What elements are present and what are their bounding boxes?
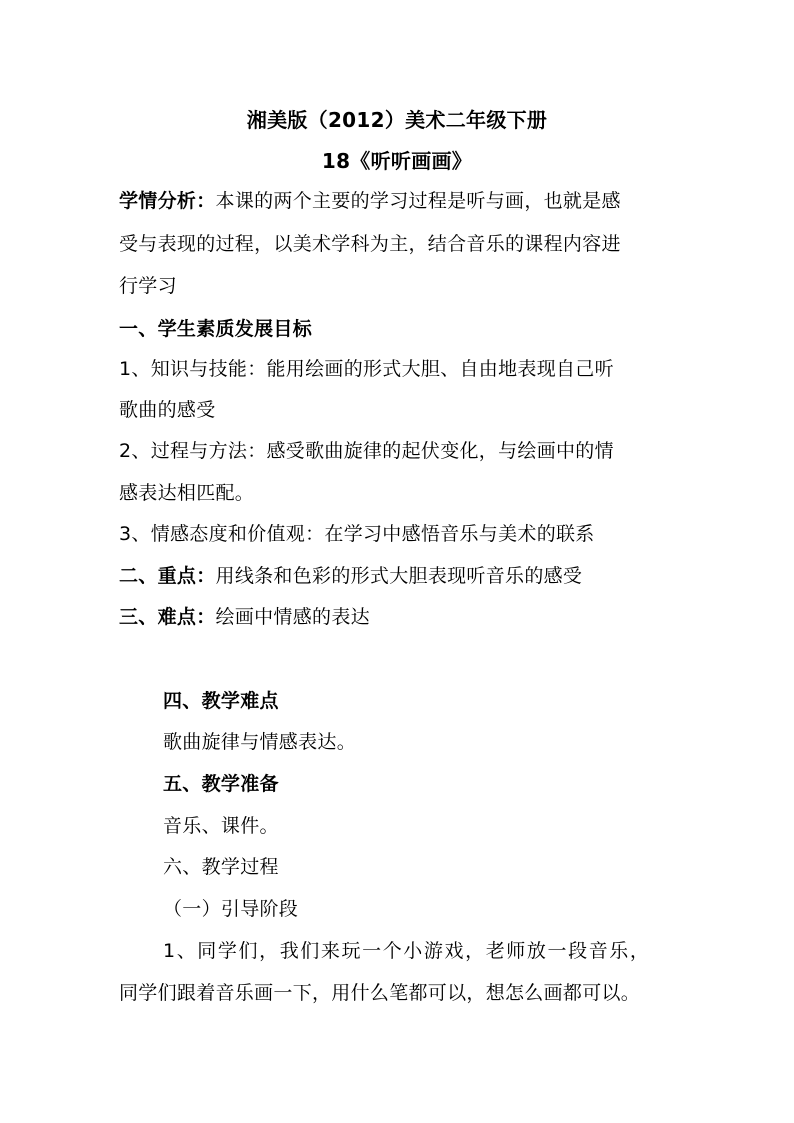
paragraph-1-line-2: 同学们跟着音乐画一下，用什么笔都可以，想怎么画都可以。 xyxy=(119,982,641,1004)
section-4-text: 歌曲旋律与情感表达。 xyxy=(163,731,357,753)
analysis-line-3: 行学习 xyxy=(119,275,177,297)
lesson-title: 18《听听画画》 xyxy=(321,149,473,173)
analysis-text: 本课的两个主要的学习过程是听与画，也就是感 xyxy=(215,190,621,212)
analysis-line-2: 受与表现的过程，以美术学科为主，结合音乐的课程内容进 xyxy=(119,233,621,255)
analysis-line-1 xyxy=(119,188,621,214)
section-2 xyxy=(119,563,582,589)
goal-3: 3、情感态度和价值观：在学习中感悟音乐与美术的联系 xyxy=(119,523,595,545)
goal-2-line-2: 感表达相匹配。 xyxy=(119,482,255,504)
section-1-heading: 一、学生素质发展目标 xyxy=(119,318,313,340)
goal-1-line-2: 歌曲的感受 xyxy=(119,399,216,421)
section-2-text: 用线条和色彩的形式大胆表现听音乐的感受 xyxy=(215,565,583,587)
section-3-label: 三、难点： xyxy=(119,606,216,628)
analysis-label: 学情分析： xyxy=(119,190,216,212)
goal-2-line-1: 2、过程与方法：感受歌曲旋律的起伏变化，与绘画中的情 xyxy=(119,440,614,462)
section-4-heading: 四、教学难点 xyxy=(163,690,279,712)
goal-1-line-1: 1、知识与技能：能用绘画的形式大胆、自由地表现自己听 xyxy=(119,358,614,380)
section-3 xyxy=(119,604,370,630)
document-title: 湘美版（2012）美术二年级下册 xyxy=(246,108,548,132)
section-3-text: 绘画中情感的表达 xyxy=(215,606,370,628)
section-6-sub-1: （一）引导阶段 xyxy=(163,898,299,920)
section-5-text: 音乐、课件。 xyxy=(163,815,279,837)
section-2-label: 二、重点： xyxy=(119,565,216,587)
paragraph-1-line-1: 1、同学们，我们来玩一个小游戏，老师放一段音乐， xyxy=(163,940,651,962)
section-5-heading: 五、教学准备 xyxy=(163,773,279,795)
section-6-heading: 六、教学过程 xyxy=(163,856,279,878)
